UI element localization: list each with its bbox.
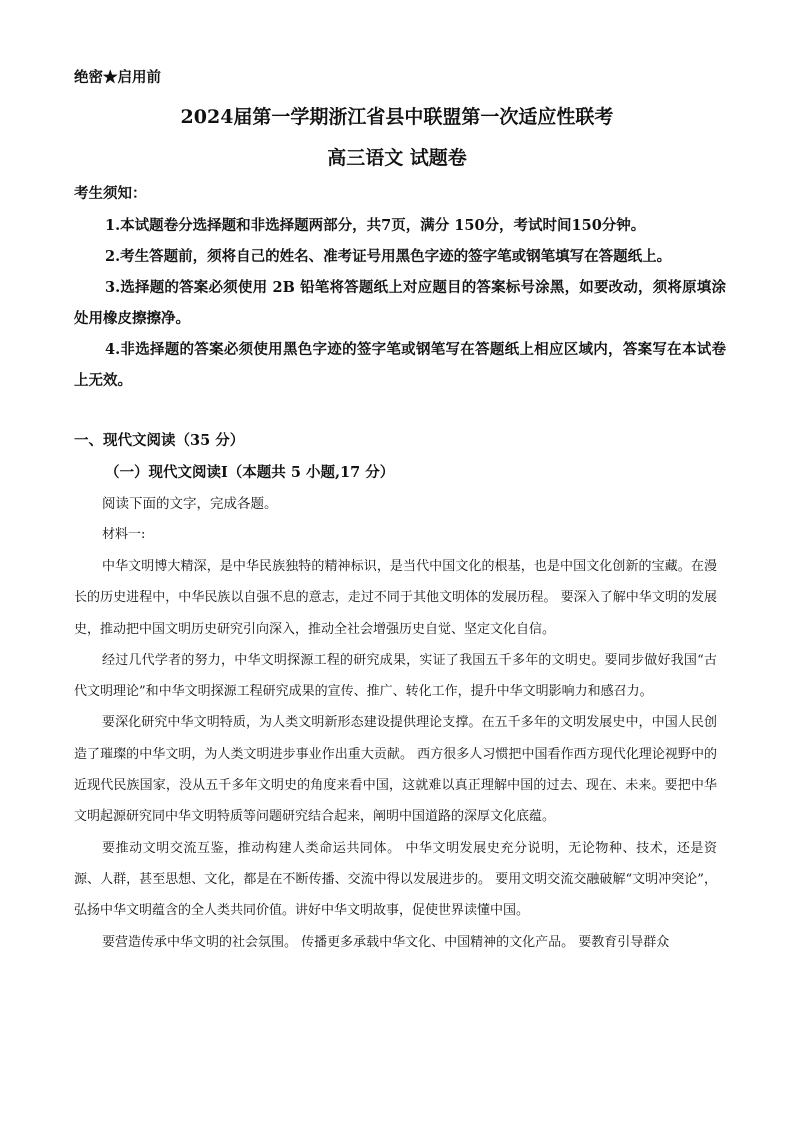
confidential-label: 绝密★启用前: [74, 69, 161, 86]
notice-heading: 考生须知：: [74, 185, 147, 202]
reading-passage: [74, 551, 717, 958]
section-subtitle: （一）现代文阅读Ⅰ（本题共 5 小题,17 分）: [105, 464, 395, 481]
passage-paragraph: 经过几代学者的努力，中华文明探源工程的研究成果，实证了我国五千多年的文明史。要同步做好我国“古代文明理论”和中华文明探源工程研究成果的宣传、推广、转化工作，提升中华文明影响力和感召力。: [74, 652, 717, 700]
notice-list: [74, 210, 726, 396]
notice-item: 1.本试题卷分选择题和非选择题两部分，共7页，满分 150分，考试时间150分钟。: [105, 217, 646, 234]
passage-paragraph: 要营造传承中华文明的社会氛围。 传播更多承载中华文化、中国精神的文化产品。 要教育引导群众: [102, 934, 670, 950]
reading-instruction: 阅读下面的文字，完成各题。: [102, 496, 278, 512]
notice-item: 3.选择题的答案必须使用 2B 铅笔将答题纸上对应题目的答案标号涂黑，如要改动，须将原填涂处用橡皮擦擦净。: [74, 279, 726, 327]
passage-paragraph: 要深化研究中华文明特质，为人类文明新形态建设提供理论支撑。在五千多年的文明发展史中，中国人民创造了璀璨的中华文明，为人类文明进步事业作出重大贡献。 西方很多人习惯把中国看作西方现代化理论视野中的近现代民族国家，没从五千多年文明史的角度来看中国，这就难以真正理解中国的过去、现在、未来。要把中华文明起源研究同中华文明特质等问题研究结合起来，阐明中国道路的深厚文化底蕴。: [74, 715, 717, 825]
passage-paragraph: 中华文明博大精深，是中华民族独特的精神标识，是当代中国文化的根基，也是中国文化创新的宝藏。在漫长的历史进程中，中华民族以自强不息的意志，走过不同于其他文明体的发展历程。 要深入了解中华文明的发展史，推动把中国文明历史研究引向深入，推动全社会增强历史自觉、坚定文化自信。: [74, 559, 717, 637]
notice-item: 2.考生答题前，须将自己的姓名、准考证号用黑色字迹的签字笔或钢笔填写在答题纸上。: [105, 248, 672, 265]
exam-title: 2024届第一学期浙江省县中联盟第一次适应性联考: [180, 106, 614, 128]
notice-item: 4.非选择题的答案必须使用黑色字迹的签字笔或钢笔写在答题纸上相应区域内，答案写在本试卷上无效。: [74, 341, 726, 389]
exam-subtitle: 高三语文 试题卷: [327, 147, 467, 169]
material-label: 材料一:: [102, 527, 146, 542]
section-title: 一、现代文阅读（35 分）: [74, 432, 245, 449]
passage-paragraph: 要推动文明交流互鉴，推动构建人类命运共同体。 中华文明发展史充分说明，无论物种、技术，还是资源、人群，甚至思想、文化，都是在不断传播、交流中得以发展进步的。 要用文明交流交融破解“文明冲突论”，弘扬中华文明蕴含的全人类共同价值。讲好中华文明故事，促使世界读懂中国。: [74, 840, 717, 919]
